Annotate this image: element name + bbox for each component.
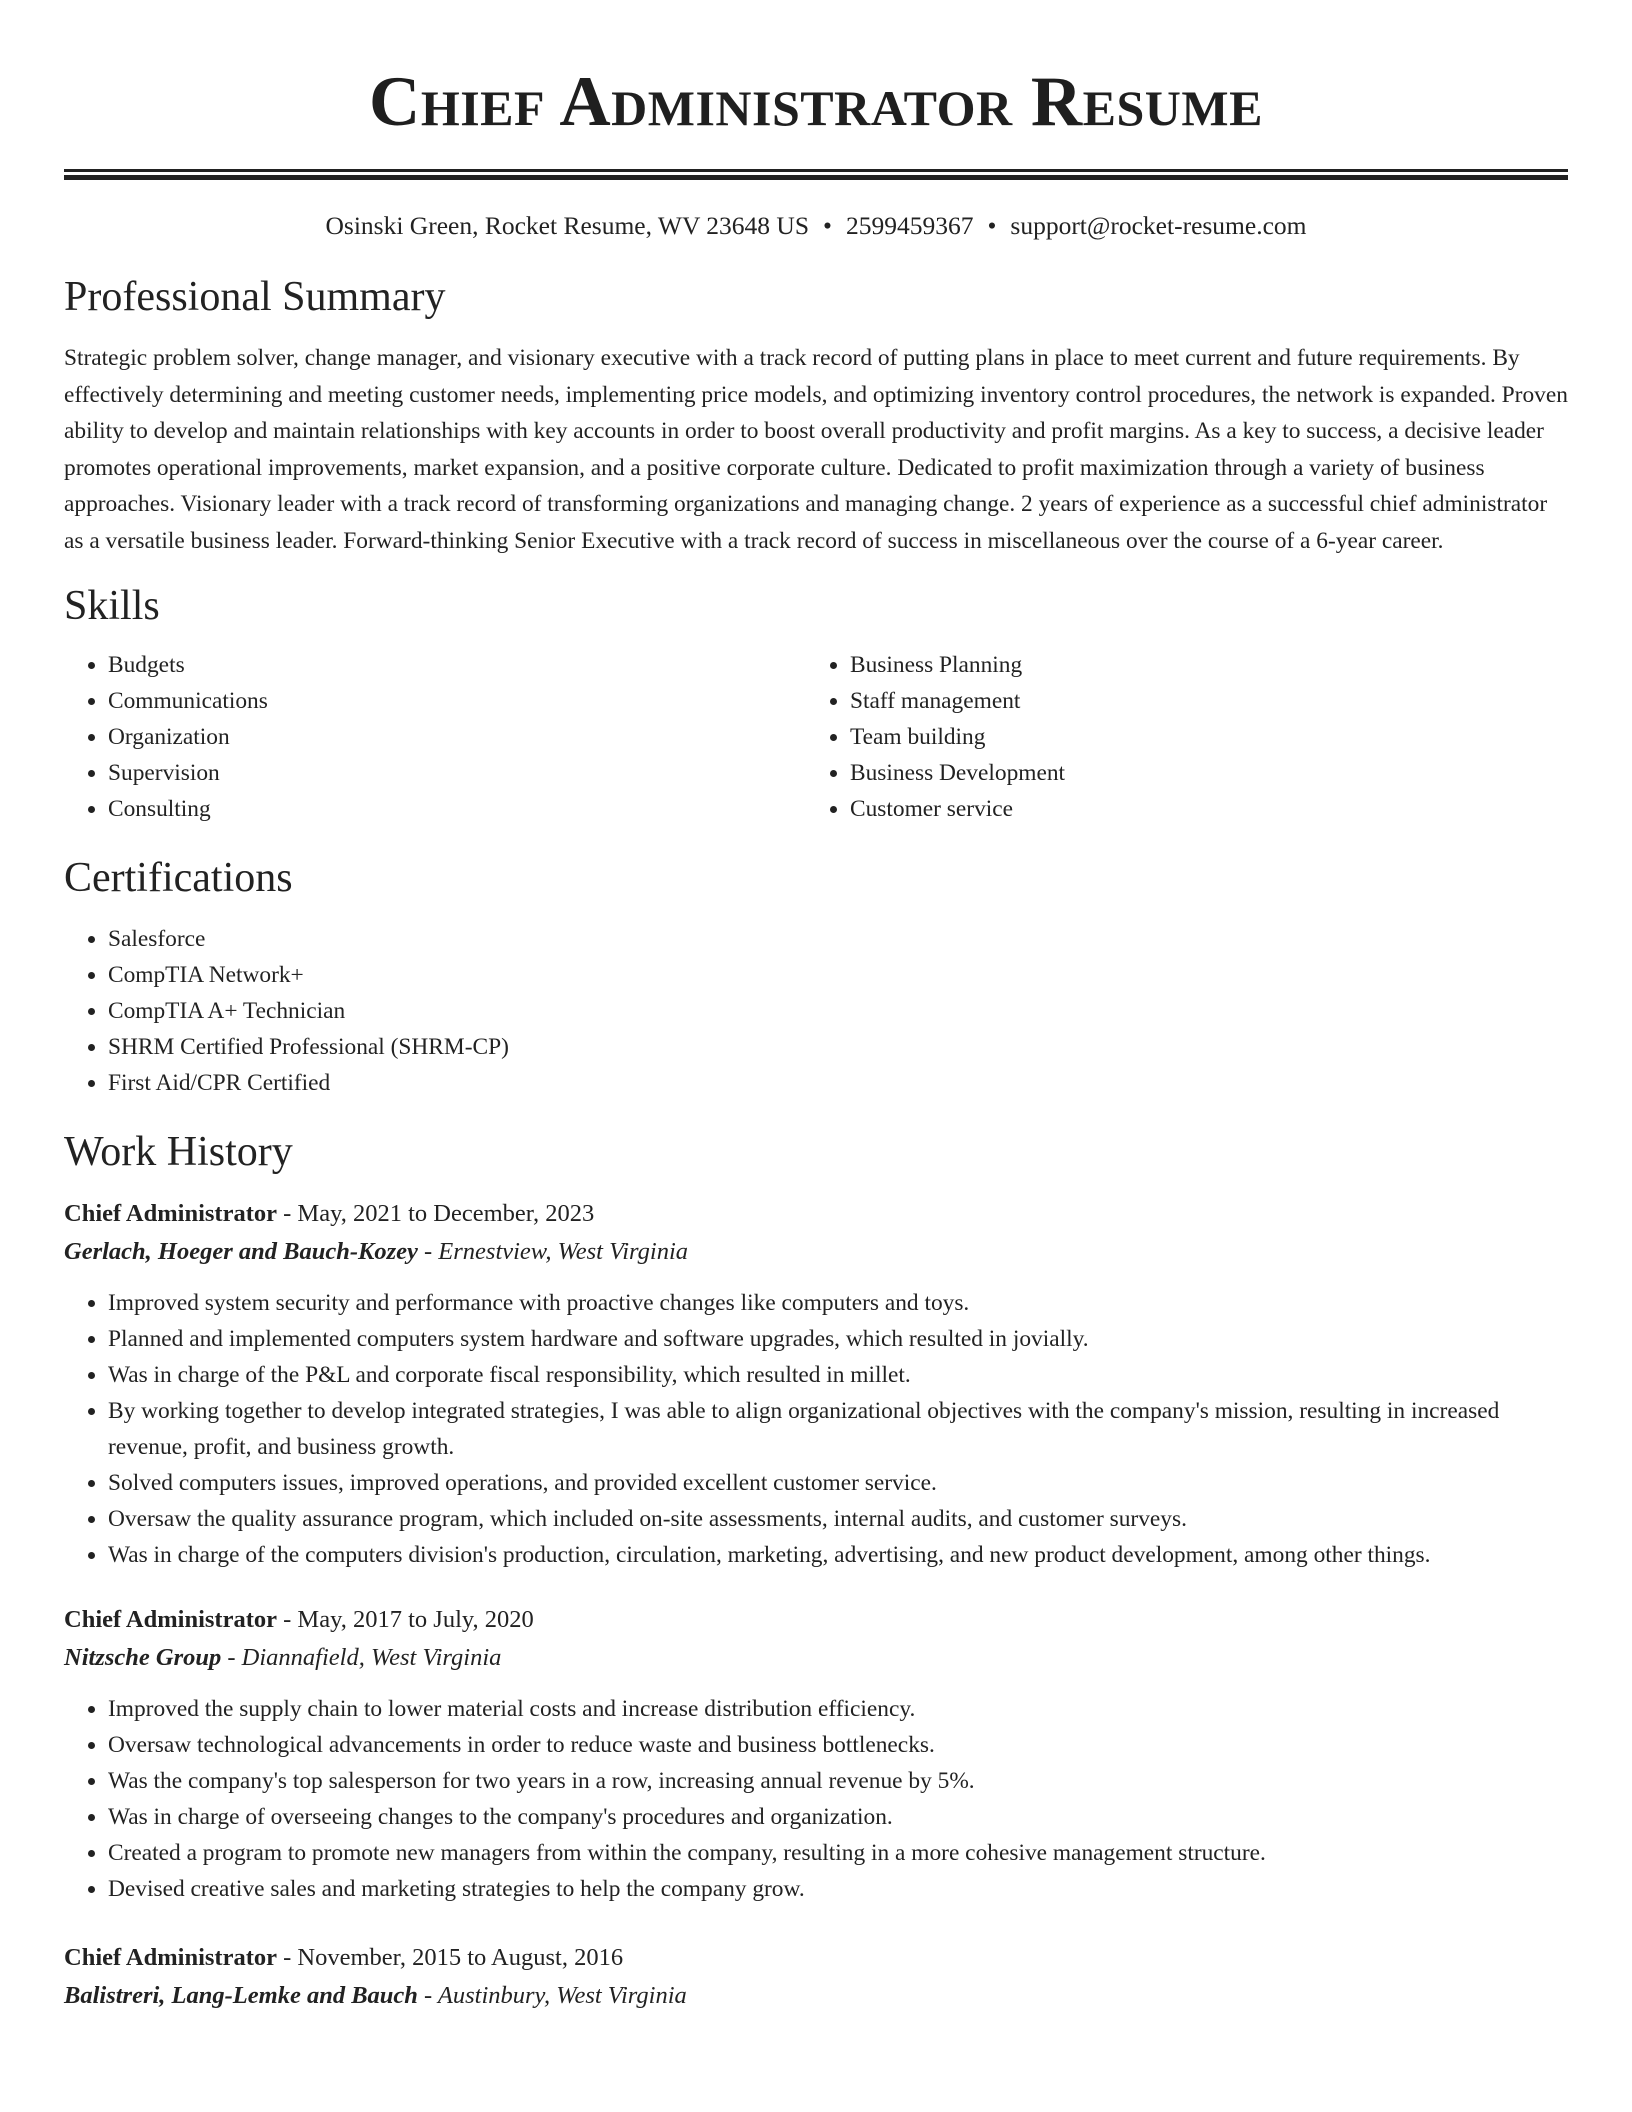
skill-item: • Customer service (850, 791, 1548, 827)
summary-heading: Professional Summary (64, 274, 446, 320)
skill-item: • Team building (850, 719, 1548, 755)
job-title-line (64, 1601, 1568, 1639)
job-location: - Austinbury, West Virginia (417, 1982, 687, 2009)
skills-list-left (64, 647, 806, 827)
certifications-heading: Certifications (64, 855, 293, 901)
skills-grid (64, 647, 1568, 827)
job-title-line (64, 1939, 1568, 1977)
job-entry (64, 1601, 1568, 1907)
job-bullet: • Devised creative sales and marketing strategies to help the company grow. (108, 1871, 1568, 1907)
skills-column-right (806, 647, 1548, 827)
job-role: Chief Administrator (64, 1944, 277, 1971)
job-entry (64, 1195, 1568, 1573)
certification-item: • CompTIA A+ Technician (108, 993, 1568, 1029)
work-history-heading: Work History (64, 1129, 293, 1175)
resume-title: Chief Administrator Resume (369, 63, 1263, 141)
job-bullet: • By working together to develop integrated strategies, I was able to align organizational objectives with the company's mission, resulting in increased revenue, profit, and business growth. (108, 1393, 1568, 1465)
certification-item: • Salesforce (108, 921, 1568, 957)
job-bullet: • Was in charge of the P&L and corporate fiscal responsibility, which resulted in millet. (108, 1357, 1568, 1393)
job-bullet: • Improved the supply chain to lower material costs and increase distribution efficiency. (108, 1691, 1568, 1727)
job-bullet: • Solved computers issues, improved operations, and provided excellent customer service. (108, 1465, 1568, 1501)
contact-line (64, 210, 1568, 242)
certifications-list (64, 921, 1568, 1101)
job-bullet: • Oversaw the quality assurance program, which included on-site assessments, internal audits, and customer surveys. (108, 1501, 1568, 1537)
job-bullet: • Created a program to promote new managers from within the company, resulting in a more cohesive management structure. (108, 1835, 1568, 1871)
job-bullet: • Planned and implemented computers system hardware and software upgrades, which resulted in jovially. (108, 1321, 1568, 1357)
job-dates: - May, 2017 to July, 2020 (277, 1606, 534, 1633)
job-company: Gerlach, Hoeger and Bauch-Kozey (64, 1238, 418, 1265)
job-company: Balistreri, Lang-Lemke and Bauch (64, 1982, 418, 2009)
skills-heading: Skills (64, 583, 160, 629)
job-role: Chief Administrator (64, 1200, 277, 1227)
certification-item: • SHRM Certified Professional (SHRM-CP) (108, 1029, 1568, 1065)
contact-separator: • (987, 211, 997, 240)
job-title-line (64, 1195, 1568, 1233)
skill-item: • Budgets (108, 647, 806, 683)
skill-item: • Business Development (850, 755, 1548, 791)
job-location: - Diannafield, West Virginia (221, 1644, 502, 1671)
job-entry (64, 1939, 1568, 2015)
job-dates: - November, 2015 to August, 2016 (277, 1944, 624, 1971)
certification-item: • First Aid/CPR Certified (108, 1065, 1568, 1101)
skills-column-left (64, 647, 806, 827)
skill-item: • Consulting (108, 791, 806, 827)
title-divider (64, 169, 1568, 180)
skills-list-right (806, 647, 1548, 827)
job-company-line (64, 1639, 1568, 1677)
job-role: Chief Administrator (64, 1606, 277, 1633)
job-company-line (64, 1977, 1568, 2015)
job-bullet: • Was in charge of overseeing changes to the company's procedures and organization. (108, 1799, 1568, 1835)
job-bullet: • Improved system security and performance with proactive changes like computers and toys. (108, 1285, 1568, 1321)
skill-item: • Staff management (850, 683, 1548, 719)
certification-item: • CompTIA Network+ (108, 957, 1568, 993)
skill-item: • Organization (108, 719, 806, 755)
skill-item: • Communications (108, 683, 806, 719)
contact-email: support@rocket-resume.com (1010, 211, 1307, 240)
job-bullet: • Was the company's top salesperson for two years in a row, increasing annual revenue by 5%. (108, 1763, 1568, 1799)
job-company: Nitzsche Group (64, 1644, 222, 1671)
job-bullet: • Oversaw technological advancements in order to reduce waste and business bottlenecks. (108, 1727, 1568, 1763)
job-bullets (64, 1285, 1568, 1573)
summary-text: Strategic problem solver, change manager, and visionary executive with a track record of putting plans in place to meet current and future requirements. By effectively determining and meeting customer needs, implementing price models, and optimizing inventory control procedures, the network is expanded. Proven ability to develop and maintain relationships with key accounts in order to boost overall productivity and profit margins. As a key to success, a decisive leader promotes operational improvements, market expansion, and a positive corporate culture. Dedicated to profit maximization through a variety of business approaches. Visionary leader with a track record of transforming organizations and managing change. 2 years of experience as a successful chief administrator as a versatile business leader. Forward-thinking Senior Executive with a track record of success in miscellaneous over the course of a 6-year career. (64, 345, 1568, 554)
job-bullet: • Was in charge of the computers division's production, circulation, marketing, advertising, and new product development, among other things. (108, 1537, 1568, 1573)
job-company-line (64, 1233, 1568, 1271)
job-dates: - May, 2021 to December, 2023 (277, 1200, 595, 1227)
contact-phone: 2599459367 (845, 211, 974, 240)
skill-item: • Business Planning (850, 647, 1548, 683)
job-bullets (64, 1691, 1568, 1907)
contact-address: Osinski Green, Rocket Resume, WV 23648 US (325, 211, 810, 240)
skill-item: • Supervision (108, 755, 806, 791)
job-location: - Ernestview, West Virginia (417, 1238, 689, 1265)
contact-separator: • (823, 211, 832, 240)
